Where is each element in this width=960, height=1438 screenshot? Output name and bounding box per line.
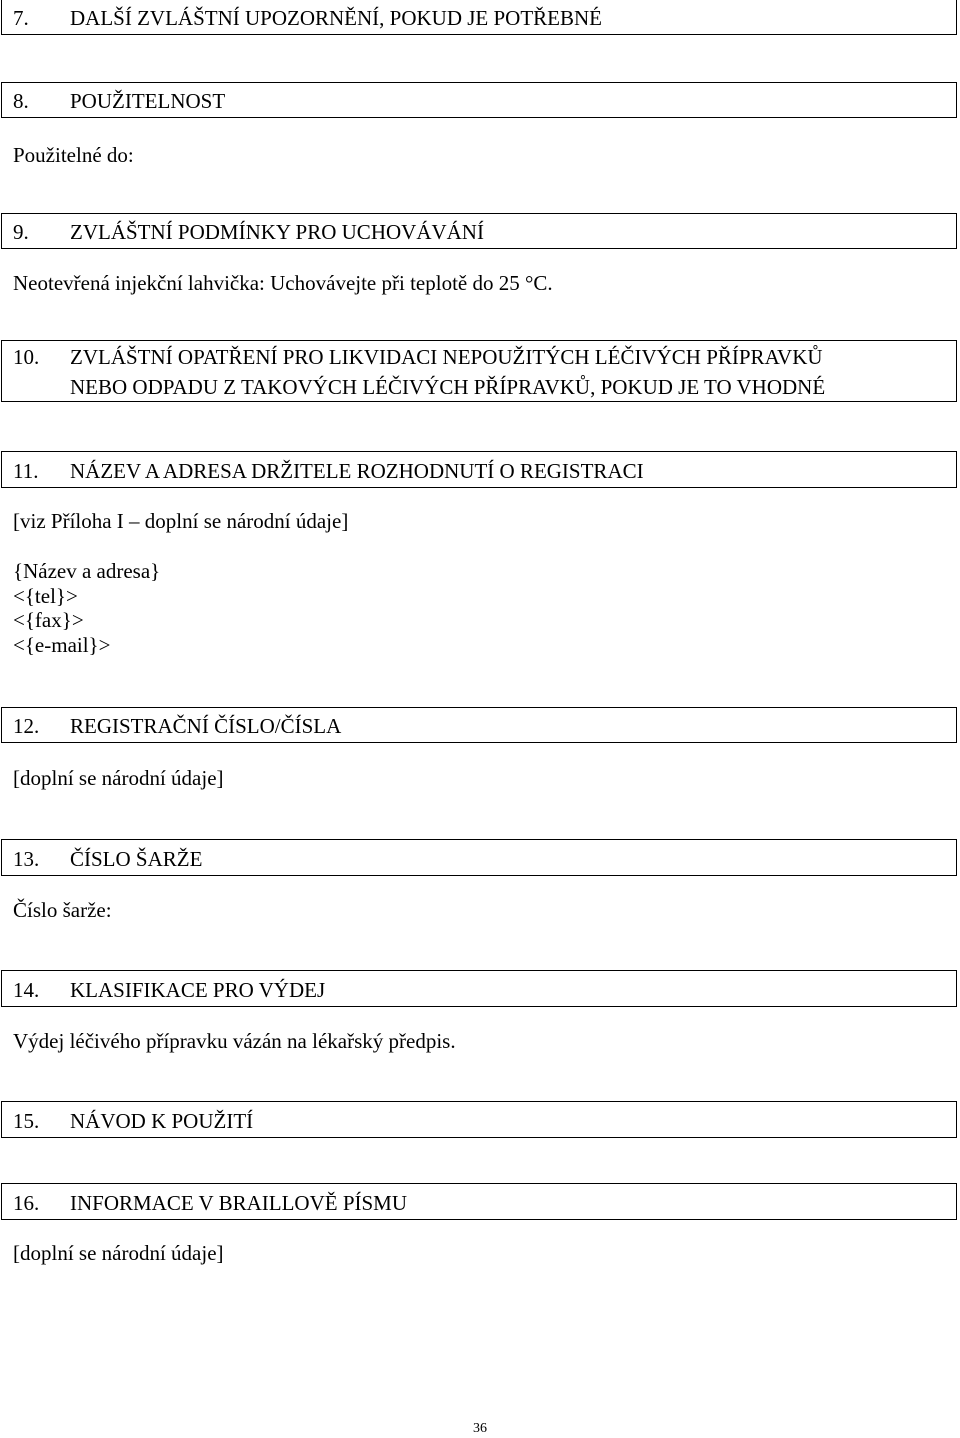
section-16-header: [1, 1183, 957, 1220]
section-8-title: POUŽITELNOST: [70, 89, 226, 113]
section-13-body: Číslo šarže:: [13, 898, 112, 922]
section-16-number: 16.: [13, 1190, 40, 1215]
section-7-number: 7.: [13, 5, 29, 30]
section-11-email: <{e-mail}>: [13, 633, 111, 657]
section-11-fax: <{fax}>: [13, 608, 84, 632]
section-8-number: 8.: [13, 89, 29, 113]
section-12-number: 12.: [13, 714, 40, 738]
section-10-number: 10.: [13, 345, 40, 369]
section-11-tel: <{tel}>: [13, 584, 78, 608]
section-11-header: [1, 451, 957, 488]
section-7-header: [1, 0, 957, 35]
section-11-number: 11.: [13, 458, 39, 483]
section-14-body: Výdej léčivého přípravku vázán na lékařský předpis.: [13, 1029, 456, 1053]
section-14-number: 14.: [13, 977, 40, 1002]
section-14-title: KLASIFIKACE PRO VÝDEJ: [70, 977, 326, 1002]
section-16-title: INFORMACE V BRAILLOVĚ PÍSMU: [70, 1190, 408, 1215]
section-7-title: DALŠÍ ZVLÁŠTNÍ UPOZORNĚNÍ, POKUD JE POTŘEBNÉ: [70, 5, 602, 30]
section-10-header: [1, 340, 957, 402]
section-11-name-address: {Název a adresa}: [13, 559, 161, 583]
section-11-title: NÁZEV A ADRESA DRŽITELE ROZHODNUTÍ O REGISTRACI: [70, 458, 644, 483]
section-15-number: 15.: [13, 1108, 40, 1133]
section-9-body: Neotevřená injekční lahvička: Uchovávejte při teplotě do 25 °C.: [13, 271, 553, 295]
section-9-title: ZVLÁŠTNÍ PODMÍNKY PRO UCHOVÁVÁNÍ: [70, 220, 484, 244]
section-12-title: REGISTRAČNÍ ČÍSLO/ČÍSLA: [70, 714, 342, 738]
section-10-title-line-2: NEBO ODPADU Z TAKOVÝCH LÉČIVÝCH PŘÍPRAVKŮ, POKUD JE TO VHODNÉ: [70, 375, 826, 399]
section-8-body: Použitelné do:: [13, 143, 134, 167]
section-9-number: 9.: [13, 220, 29, 244]
section-15-title: NÁVOD K POUŽITÍ: [70, 1108, 254, 1133]
section-12-header: [1, 707, 957, 743]
section-13-title: ČÍSLO ŠARŽE: [70, 846, 203, 871]
section-16-body: [doplní se národní údaje]: [13, 1241, 224, 1265]
section-13-header: [1, 839, 957, 876]
section-9-header: [1, 213, 957, 249]
section-15-header: [1, 1101, 957, 1138]
page-number: 36: [473, 1421, 487, 1436]
section-8-header: [1, 82, 957, 118]
section-13-number: 13.: [13, 846, 40, 871]
section-10-title-line-1: ZVLÁŠTNÍ OPATŘENÍ PRO LIKVIDACI NEPOUŽITÝCH LÉČIVÝCH PŘÍPRAVKŮ: [70, 345, 823, 369]
section-11-note: [viz Příloha I – doplní se národní údaje]: [13, 509, 349, 533]
section-12-body: [doplní se národní údaje]: [13, 766, 224, 790]
section-14-header: [1, 970, 957, 1007]
